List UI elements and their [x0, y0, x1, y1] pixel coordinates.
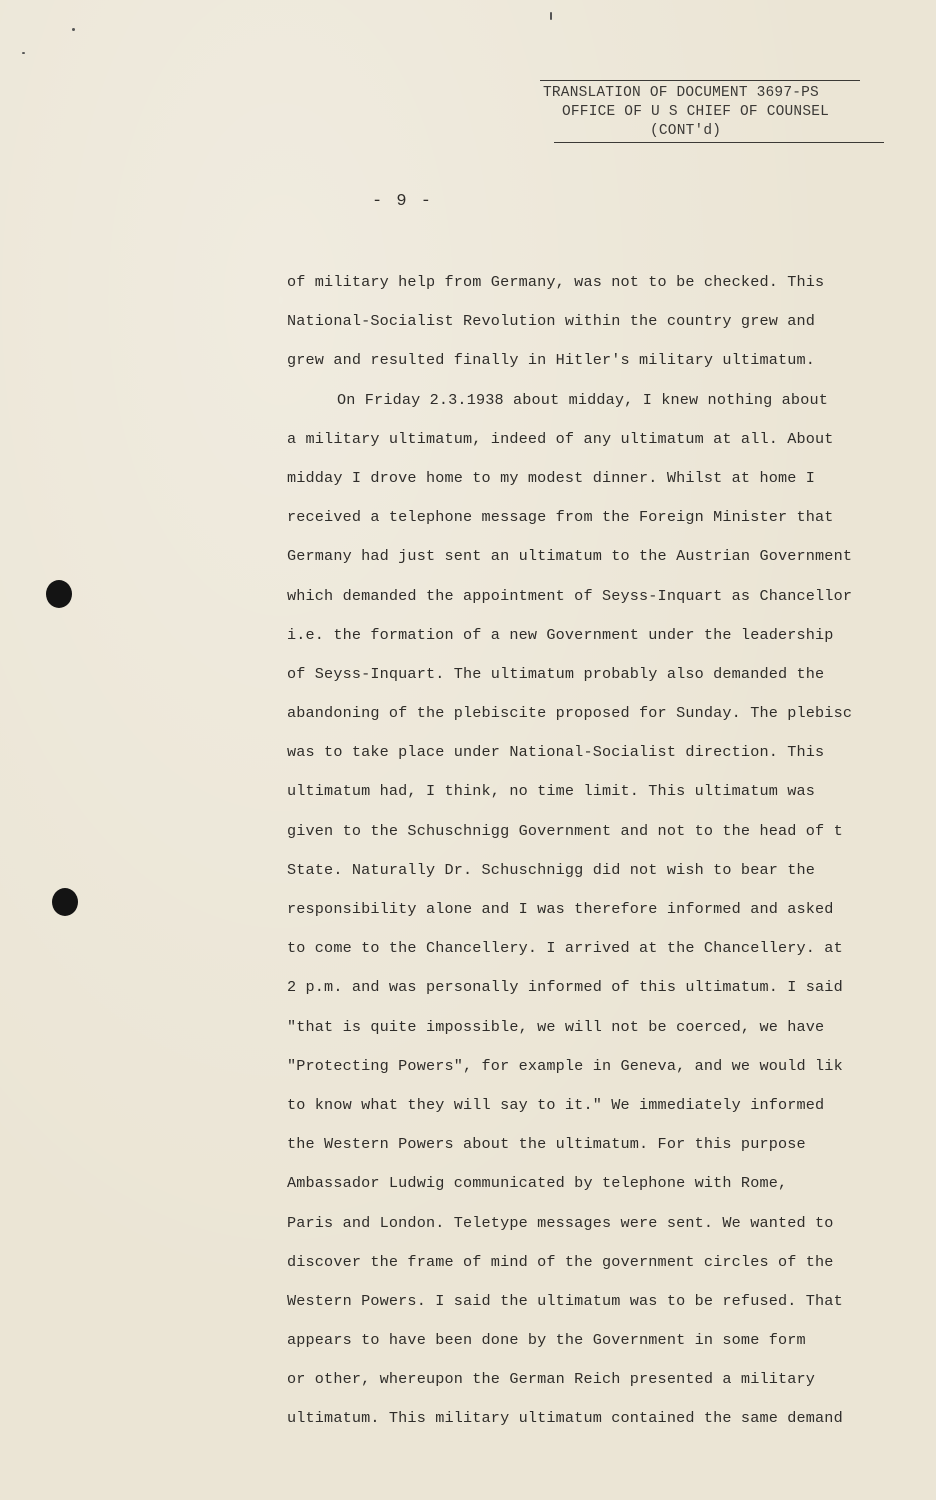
paper-speck	[550, 12, 552, 20]
body-line: Ambassador Ludwig communicated by telephone with Rome,	[287, 1174, 788, 1193]
body-line: ultimatum had, I think, no time limit. This ultimatum was	[287, 782, 816, 801]
header-continuation: (CONT'd)	[650, 123, 722, 139]
punch-hole	[46, 580, 72, 608]
body-line: a military ultimatum, indeed of any ultimatum at all. About	[287, 429, 834, 448]
body-line: "Protecting Powers", for example in Geneva, and we would lik	[287, 1056, 843, 1075]
body-line: to come to the Chancellery. I arrived at the Chancellery. at	[287, 939, 843, 958]
body-line: Paris and London. Teletype messages were sent. We wanted to	[287, 1213, 834, 1232]
header-title: TRANSLATION OF DOCUMENT 3697-PS	[543, 85, 819, 101]
body-line: ultimatum. This military ultimatum contained the same demand	[287, 1409, 843, 1428]
body-line: or other, whereupon the German Reich presented a military	[287, 1370, 816, 1389]
document-header	[540, 80, 872, 143]
body-line: grew and resulted finally in Hitler's military ultimatum.	[287, 351, 816, 370]
body-line: responsibility alone and I was therefore informed and asked	[287, 900, 834, 918]
page-number: - 9 -	[372, 192, 434, 211]
body-line: "that is quite impossible, we will not be coerced, we have	[287, 1017, 825, 1036]
body-line: midday I drove home to my modest dinner. Whilst at home I	[287, 468, 816, 487]
body-line: the Western Powers about the ultimatum. For this purpose	[287, 1135, 806, 1154]
body-line: On Friday 2.3.1938 about midday, I knew nothing about	[337, 390, 828, 409]
body-line: of Seyss-Inquart. The ultimatum probably also demanded the	[287, 664, 825, 683]
body-line: Western Powers. I said the ultimatum was to be refused. That	[287, 1291, 843, 1310]
body-line: discover the frame of mind of the government circles of the	[287, 1252, 834, 1271]
body-line: of military help from Germany, was not to be checked. This	[287, 273, 825, 291]
body-line: given to the Schuschnigg Government and not to the head of t	[287, 821, 843, 840]
header-top-rule	[540, 80, 860, 81]
header-bottom-rule	[554, 142, 884, 143]
body-line: received a telephone message from the Foreign Minister that	[287, 508, 834, 527]
body-line: i.e. the formation of a new Government under the leadership	[287, 625, 834, 644]
body-line: appears to have been done by the Government in some form	[287, 1331, 806, 1350]
paper-speck	[72, 28, 75, 31]
body-line: abandoning of the plebiscite proposed for Sunday. The plebisc	[287, 704, 853, 723]
body-line: to know what they will say to it." We immediately informed	[287, 1095, 825, 1114]
body-line: which demanded the appointment of Seyss-Inquart as Chancellor	[287, 586, 853, 605]
body-line: was to take place under National-Socialist direction. This	[287, 743, 825, 762]
body-line: Germany had just sent an ultimatum to the Austrian Government	[287, 547, 853, 566]
paper-speck	[22, 52, 25, 54]
body-line: State. Naturally Dr. Schuschnigg did not wish to bear the	[287, 860, 816, 879]
body-line: National-Socialist Revolution within the country grew and	[287, 312, 816, 331]
document-body	[287, 270, 877, 1446]
body-line: 2 p.m. and was personally informed of this ultimatum. I said	[287, 978, 843, 997]
header-office: OFFICE OF U S CHIEF OF COUNSEL	[562, 104, 830, 120]
punch-hole	[52, 888, 78, 916]
